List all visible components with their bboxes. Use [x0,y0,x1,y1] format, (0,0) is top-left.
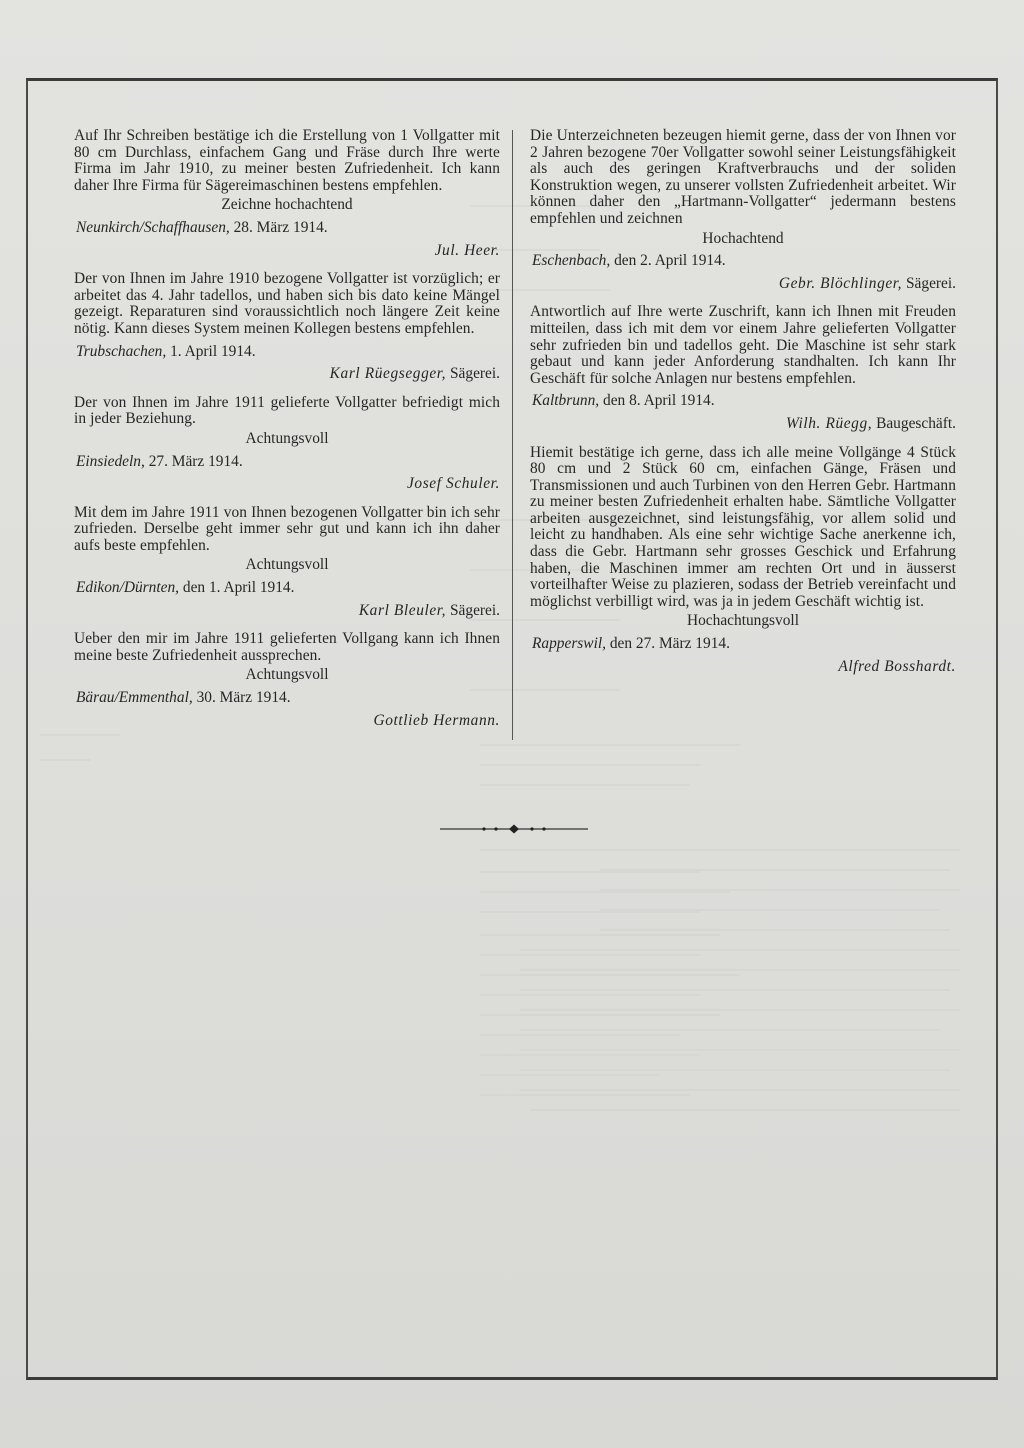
letter-signer: Gebr. Blöchlinger, [778,274,903,292]
letter-closing: Achtungsvoll [245,666,329,684]
letter-place-date [530,247,956,270]
letter-place-date [74,214,500,237]
letter-signature [74,597,500,620]
letter-signer-role: Sägerei. [906,274,956,292]
letter-date: 30. März 1914. [196,689,291,707]
letter-signature [74,470,500,493]
letter-signer-role: Baugeschäft. [876,414,956,432]
letter-closing: Hochachtungsvoll [687,612,799,630]
letter-date: 1. April 1914. [170,342,256,360]
testimonial-letter [530,445,956,676]
testimonial-letter [530,304,956,432]
letter-closing: Achtungsvoll [245,556,329,574]
letter-signature [74,707,500,730]
letter-signer: Alfred Bosshardt. [838,657,956,675]
letter-place: Einsiedeln, [76,452,145,470]
letter-signer-role: Sägerei. [450,365,500,383]
letter-signature [530,653,956,676]
testimonial-letter [530,128,956,292]
left-column [74,128,500,729]
letter-closing: Achtungsvoll [245,429,329,447]
letter-body: Antwortlich auf Ihre werte Zuschrift, kann ich Ihnen mit Freuden mitteilen, dass ich mit dem vor einem Jahre gelieferten Vollgatter sehr zufrieden bin und tadellos geht. Die Maschine ist sehr stark gebaut und kann jeder Anforderung standhalten. Ich kann Ihr Geschäft für solche Anlagen nur bestens empfehlen. [530,303,956,387]
letter-signature [530,410,956,433]
letter-body: Mit dem im Jahre 1911 von Ihnen bezogenen Vollgatter bin ich sehr zufrieden. Derselbe geht immer sehr gut und kann ich ihn daher aufs beste empfehlen. [74,503,500,554]
letter-place-date [530,630,956,653]
letter-signer: Jul. Heer. [434,241,500,259]
letter-place-date [74,574,500,597]
letter-signer: Karl Bleuler, [358,601,447,619]
letter-gap [530,433,956,445]
letter-place: Bärau/Emmenthal, [76,689,193,707]
letter-body: Auf Ihr Schreiben bestätige ich die Erstellung von 1 Vollgatter mit 80 cm Durchlass, einfachem Gang und Fräse durch Ihre werte Firma im Jahr 1910, zu meiner besten Zufriedenheit. Ich kann daher Ihre Firma für Sägereimaschinen bestens empfehlen. [74,127,500,194]
letter-closing: Zeichne hochachtend [221,196,353,214]
testimonial-letter [74,395,500,493]
letter-signature [530,270,956,293]
letter-place: Edikon/Dürnten, [76,579,180,597]
letter-signature [74,360,500,383]
letter-date: den 2. April 1914. [614,252,726,270]
letter-place: Kaltbrunn, [532,392,600,410]
testimonial-letter [74,128,500,259]
letter-place: Rapperswil, [532,635,606,653]
letter-gap [74,383,500,395]
letter-signer-role: Sägerei. [450,601,500,619]
letter-signature [74,237,500,260]
ornamental-divider [440,821,588,837]
letter-body: Hiemit bestätige ich gerne, dass ich alle meine Vollgänge 4 Stück 80 cm und 2 Stück 60 cm, einfachen Gänge, Fräsen und Transmissionen und auch Turbinen von den Herren Gebr. Hartmann zu meiner besten Zufriedenheit erhalten habe. Sämtliche Vollgatter arbeiten ausgezeichnet, sind leistungsfähig, vor allem solid und leicht zu handhaben. Als eine sehr wichtige Sache anerkenne ich, dass die Gebr. Hartmann sehr grosses Geschick und Erfahrung haben, die Maschinen immer am rechten Ort und in äusserst vorteilhafter Weise zu plazieren, sodass der Betrieb vereinfacht und möglichst verbilligt wird, was ja in jedem Geschäft wichtig ist. [530,443,956,610]
testimonial-letter [74,271,500,383]
letter-closing: Hochachtend [702,229,784,247]
right-column [530,128,956,675]
letter-signer: Josef Schuler. [406,475,500,493]
letter-body: Die Unterzeichneten bezeugen hiemit gerne, dass der von Ihnen vor 2 Jahren bezogene 70er Vollgatter sowohl seiner Leistungsfähigkeit als auch des geringen Kraftverbrauchs und der soliden Konstruktion wegen, zu unserer vollsten Zufriedenheit arbeitet. Wir können daher den „Hartmann-Vollgatter“ jedermann bestens empfehlen und zeichnen [530,127,956,227]
letter-gap [74,493,500,505]
column-divider [512,130,513,740]
letter-date: 28. März 1914. [233,218,328,236]
letter-place: Eschenbach, [532,252,611,270]
letter-date: 27. März 1914. [148,452,243,470]
letter-place-date [74,448,500,471]
letter-place-date [74,338,500,361]
letter-place-date [74,684,500,707]
letter-signer: Gottlieb Hermann. [373,711,500,729]
letter-date: den 27. März 1914. [609,635,730,653]
letter-signer: Wilh. Rüegg, [785,414,873,432]
letter-date: den 8. April 1914. [603,392,715,410]
letter-signer: Karl Rüegsegger, [329,365,447,383]
letter-body: Ueber den mir im Jahre 1911 gelieferten Vollgang kann ich Ihnen meine beste Zufriedenheit aussprechen. [74,630,500,664]
letter-place-date [530,387,956,410]
letter-body: Der von Ihnen im Jahre 1911 gelieferte Vollgatter befriedigt mich in jeder Beziehung. [74,393,500,428]
testimonial-letter [74,631,500,729]
testimonial-letter [74,505,500,620]
letter-place: Neunkirch/Schaffhausen, [76,218,230,236]
letter-body: Der von Ihnen im Jahre 1910 bezogene Vollgatter ist vorzüglich; er arbeitet das 4. Jahr tadellos, und haben sich bis dato keine Mängel gezeigt. Reparaturen sind voraussichtlich noch längere Zeit keine nötig. Kann dieses System meinen Kollegen bestens empfehlen. [74,270,500,337]
letter-place: Trubschachen, [76,342,167,360]
letter-date: den 1. April 1914. [182,579,295,597]
